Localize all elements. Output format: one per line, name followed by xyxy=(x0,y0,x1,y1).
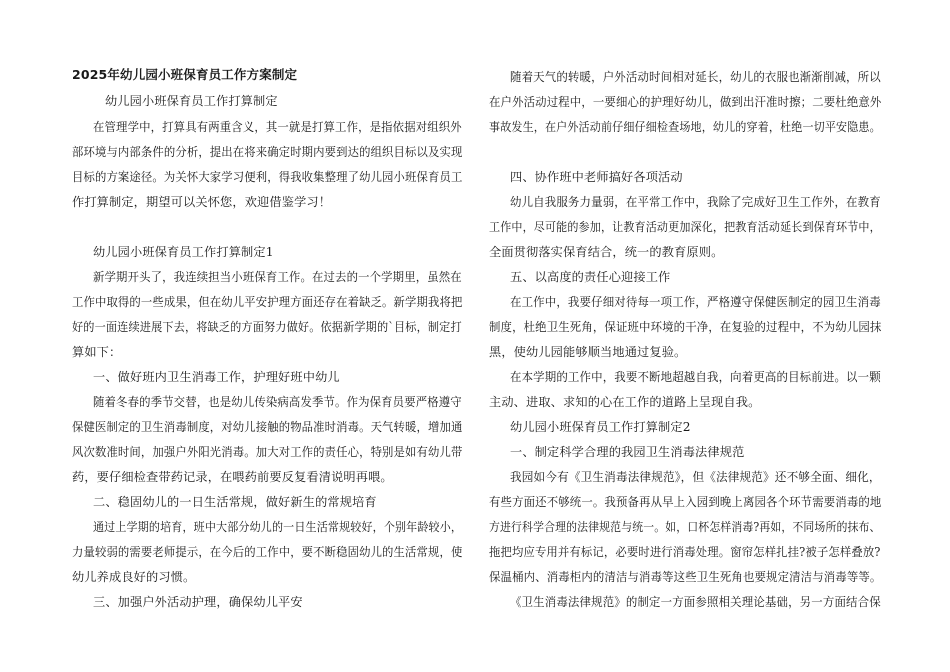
paragraph-line: 主动、进取、求知的心在工作的道路上呈现自我。 xyxy=(489,395,761,409)
document-title: 2025年幼儿园小班保育员工作方案制定 xyxy=(72,67,298,82)
paragraph-line: 力量较弱的需要老师提示，在今后的工作中，要不断稳固幼儿的生活常规，使 xyxy=(72,545,463,559)
paragraph-line: 保健医制定的卫生消毒制度，对幼儿接触的物品准时消毒。天气转暖，增加通 xyxy=(72,420,463,434)
paragraph-line: 在工作中，我要仔细对待每一项工作，严格遵守保健医制定的园卫生消毒 xyxy=(510,295,881,309)
paragraph-line: 有些方面还不够统一。我预备再从早上入园到晚上离园各个环节需要消毒的地 xyxy=(489,495,882,509)
paragraph-line: 幼儿养成良好的习惯。 xyxy=(72,570,196,584)
paragraph-line: 《卫生消毒法律规范》的制定一方面参照相关理论基础，另一方面结合保 xyxy=(510,595,881,609)
paragraph-line: 作打算制定，期望可以关怀您，欢迎借鉴学习！ xyxy=(72,195,332,209)
paragraph-line: 通过上学期的培育，班中大部分幼儿的一日生活常规较好，个别年龄较小， xyxy=(93,520,463,534)
paragraph-line: 在户外活动过程中，一要细心的护理好幼儿，做到出汗准时擦；二要杜绝意外 xyxy=(489,95,882,109)
paragraph-line: 幼儿自我服务力量弱，在平常工作中，我除了完成好卫生工作外，在教育 xyxy=(510,195,881,209)
paragraph-line: 新学期开头了，我连续担当小班保育工作。在过去的一个学期里，虽然在 xyxy=(93,270,462,284)
paragraph-line: 随着天气的转暖，户外活动时间相对延长，幼儿的衣服也渐渐削减，所以 xyxy=(510,70,881,84)
paragraph-line: 事故发生，在户外活动前仔细仔细检查场地，幼儿的穿着，杜绝一切平安隐患。 xyxy=(489,120,881,134)
section-heading: 三、加强户外活动护理，确保幼儿平安 xyxy=(93,595,303,609)
section-heading: 一、制定科学合理的我园卫生消毒法律规范 xyxy=(510,445,745,459)
paragraph-line: 方进行科学合理的法律规范与统一。如，口杯怎样消毒?再如，不同场所的抹布、 xyxy=(489,520,881,534)
section-heading: 幼儿园小班保育员工作打算制定2 xyxy=(510,420,691,434)
paragraph-line: 在本学期的工作中，我要不断地超越自我，向着更高的目标前进。以一颗 xyxy=(510,370,881,384)
paragraph-line: 工作中，尽可能的参加，让教育活动更加深化，把教育活动延长到保育环节中， xyxy=(489,220,881,234)
paragraph-line: 部环境与内部条件的分析，提出在将来确定时期内要到达的组织目标以及实现 xyxy=(72,145,463,159)
paragraph-line: 药，要仔细检查带药记录，在喂药前要反复看清说明再喂。 xyxy=(72,470,393,484)
paragraph-line: 保温桶内、消毒柜内的清洁与消毒等这些卫生死角也要规定清洁与消毒等等。 xyxy=(489,570,882,584)
paragraph-line: 算如下： xyxy=(72,345,122,359)
paragraph-line: 在管理学中，打算具有两重含义，其一就是打算工作，是指依据对组织外 xyxy=(93,120,462,134)
paragraph-line: 我园如今有《卫生消毒法律规范》，但《法律规范》还不够全面、细化， xyxy=(510,470,881,484)
paragraph-line: 拖把均应专用并有标记，必要时进行消毒处理。窗帘怎样扎挂?被子怎样叠放? xyxy=(489,545,881,559)
section-heading: 二、稳固幼儿的一日生活常规，做好新生的常规培育 xyxy=(93,495,377,509)
section-heading: 一、做好班内卫生消毒工作，护理好班中幼儿 xyxy=(93,370,340,384)
section-heading: 五、以高度的责任心迎接工作 xyxy=(510,270,671,284)
paragraph-line: 黑，使幼儿园能够顺当地通过复验。 xyxy=(489,345,687,359)
section-heading: 幼儿园小班保育员工作打算制定 xyxy=(105,94,278,108)
section-heading: 四、协作班中老师搞好各项活动 xyxy=(510,170,683,184)
paragraph-line: 目标的方案途径。为关怀大家学习便利，得我收集整理了幼儿园小班保育员工 xyxy=(72,170,463,184)
paragraph-line: 制度，杜绝卫生死角，保证班中环境的干净，在复验的过程中，不为幼儿园抹 xyxy=(489,320,882,334)
section-heading: 幼儿园小班保育员工作打算制定1 xyxy=(93,245,274,259)
paragraph-line: 好的一面连续进展下去，将缺乏的方面努力做好。依据新学期的`目标，制定打 xyxy=(72,320,462,334)
paragraph-line: 随着冬春的季节交替，也是幼儿传染病高发季节。作为保育员要严格遵守 xyxy=(93,395,462,409)
paragraph-line: 工作中取得的一些成果，但在幼儿平安护理方面还存在着缺乏。新学期我将把 xyxy=(72,295,463,309)
paragraph-line: 风次数准时间，加强户外阳光消毒。加大对工作的责任心，特别是如有幼儿带 xyxy=(72,445,463,459)
paragraph-line: 全面贯彻落实保育结合，统一的教育原则。 xyxy=(489,245,724,259)
